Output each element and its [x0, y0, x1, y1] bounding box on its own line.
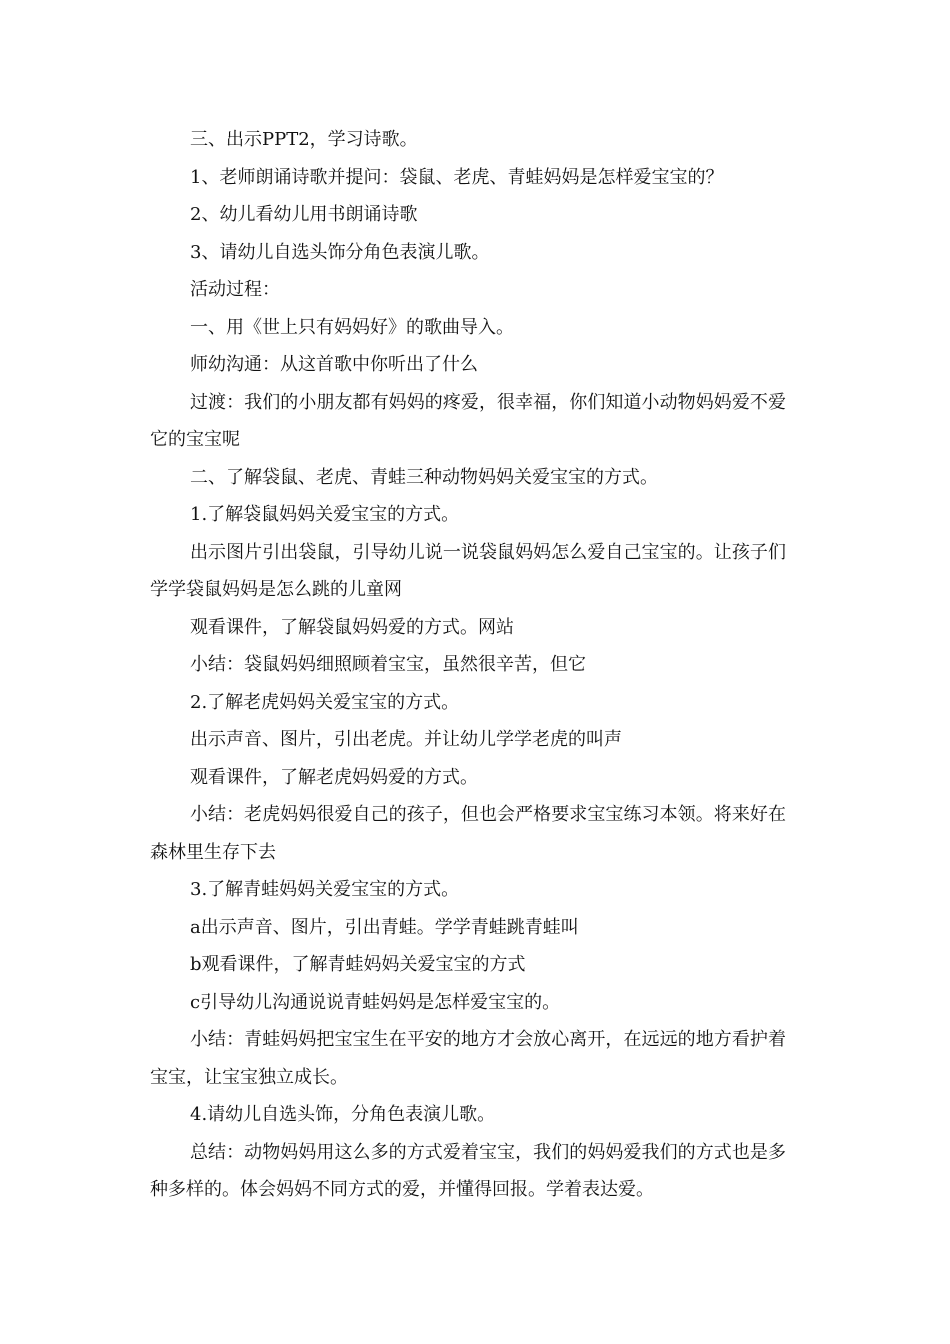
paragraph: 小结：袋鼠妈妈细照顾着宝宝，虽然很辛苦，但它 [190, 654, 586, 675]
paragraph: 过渡：我们的小朋友都有妈妈的疼爱，很幸福，你们知道小动物妈妈爱不爱它的宝宝呢 [150, 391, 786, 450]
paragraph: 3、请幼儿自选头饰分角色表演儿歌。 [190, 241, 490, 263]
paragraph: 观看课件，了解老虎妈妈爱的方式。 [190, 766, 478, 788]
paragraph: 小结：青蛙妈妈把宝宝生在平安的地方才会放心离开，在远远的地方看护着宝宝，让宝宝独立成长。 [150, 1029, 786, 1088]
paragraph: 总结：动物妈妈用这么多的方式爱着宝宝，我们的妈妈爱我们的方式也是多种多样的。体会妈妈不同方式的爱，并懂得回报。学着表达爱。 [150, 1141, 786, 1200]
paragraph: a出示声音、图片，引出青蛙。学学青蛙跳青蛙叫 [190, 916, 579, 938]
paragraph: 二、了解袋鼠、老虎、青蛙三种动物妈妈关爱宝宝的方式。 [190, 466, 658, 488]
paragraph: 1.了解袋鼠妈妈关爱宝宝的方式。 [190, 504, 460, 525]
paragraph: 一、用《世上只有妈妈好》的歌曲导入。 [190, 316, 514, 338]
paragraph: c引导幼儿沟通说说青蛙妈妈是怎样爱宝宝的。 [190, 991, 561, 1013]
paragraph: b观看课件，了解青蛙妈妈关爱宝宝的方式 [190, 954, 526, 975]
paragraph: 1、老师朗诵诗歌并提问：袋鼠、老虎、青蛙妈妈是怎样爱宝宝的？ [190, 166, 724, 188]
paragraph: 2.了解老虎妈妈关爱宝宝的方式。 [190, 691, 460, 713]
paragraph: 师幼沟通：从这首歌中你听出了什么 [190, 354, 478, 375]
paragraph: 出示图片引出袋鼠，引导幼儿说一说袋鼠妈妈怎么爱自己宝宝的。让孩子们学学袋鼠妈妈是怎么跳的儿童网 [150, 541, 786, 600]
paragraph: 2、幼儿看幼儿用书朗诵诗歌 [190, 204, 418, 225]
paragraph: 3.了解青蛙妈妈关爱宝宝的方式。 [190, 879, 460, 900]
paragraph: 活动过程： [190, 279, 280, 300]
paragraph: 小结：老虎妈妈很爱自己的孩子，但也会严格要求宝宝练习本领。将来好在森林里生存下去 [150, 804, 786, 863]
paragraph: 出示声音、图片，引出老虎。并让幼儿学学老虎的叫声 [190, 729, 622, 750]
paragraph: 4.请幼儿自选头饰，分角色表演儿歌。 [190, 1104, 496, 1125]
paragraph: 观看课件，了解袋鼠妈妈爱的方式。网站 [190, 616, 514, 638]
paragraph: 三、出示PPT2，学习诗歌。 [190, 129, 418, 150]
document-body [150, 121, 786, 1209]
